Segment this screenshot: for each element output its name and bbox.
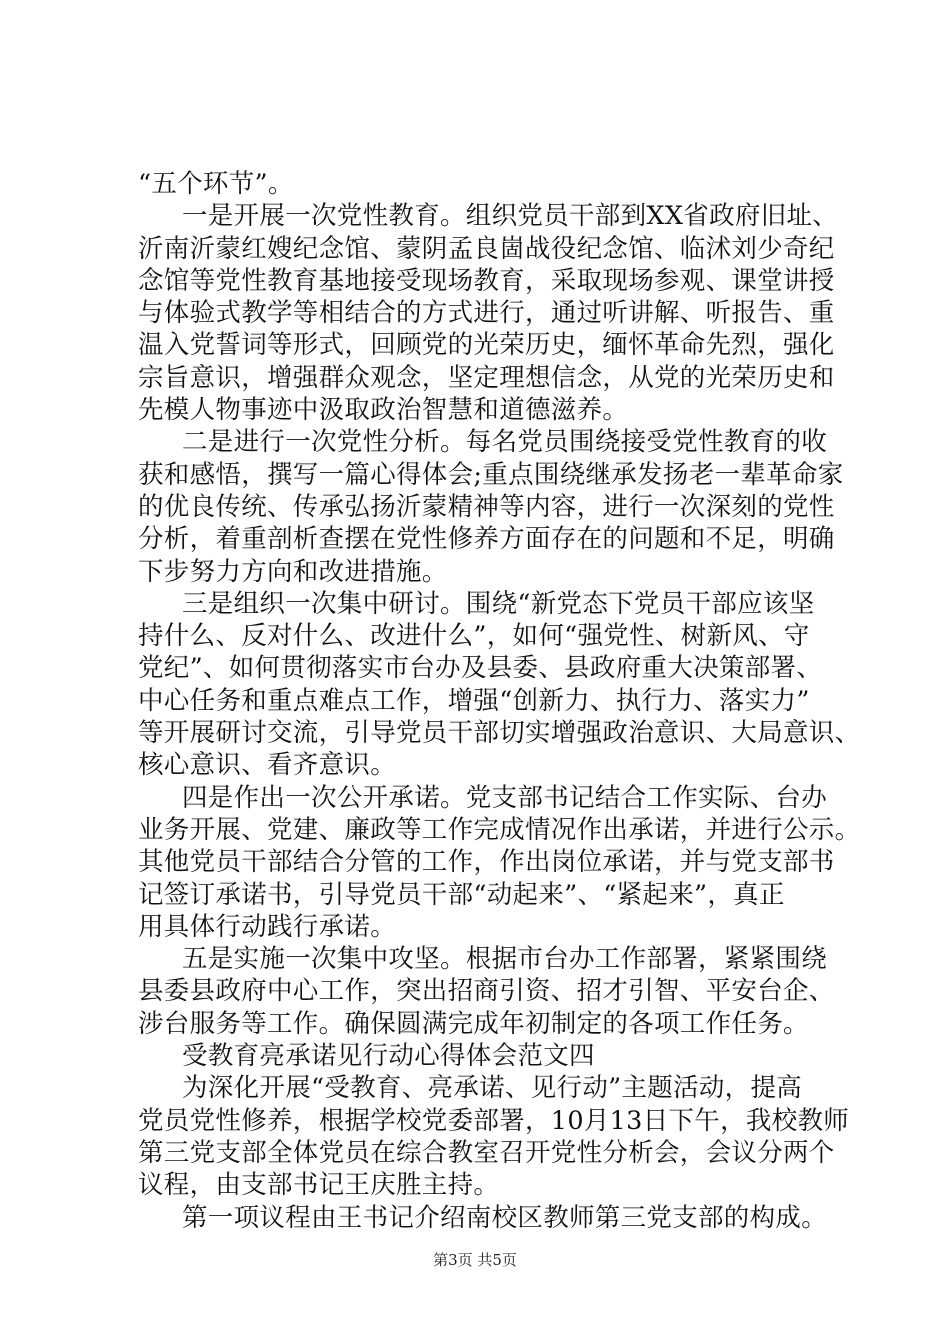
text-line: 用具体行动践行承诺。 bbox=[138, 911, 397, 942]
text-line: 持什么、反对什么、改进什么”，如何“强党性、树新风、守 bbox=[138, 621, 810, 652]
text-line: 党员党性修养，根据学校党委部署，10月13日下午，我校教师 bbox=[138, 1105, 850, 1136]
text-line: 第一项议程由王书记介绍南校区教师第三党支部的构成。 bbox=[182, 1202, 828, 1233]
document-body bbox=[138, 168, 861, 1234]
text-line: 先模人物事迹中汲取政治智慧和道德滋养。 bbox=[138, 395, 629, 426]
text-line: 为深化开展“受教育、亮承诺、见行动”主题活动，提高 bbox=[182, 1073, 803, 1104]
text-line: 温入党誓词等形式，回顾党的光荣历史，缅怀革命先烈，强化 bbox=[138, 330, 835, 361]
text-line: 中心任务和重点难点工作，增强“创新力、执行力、落实力” bbox=[138, 685, 810, 716]
text-line: 业务开展、党建、廉政等工作完成情况作出承诺，并进行公示。 bbox=[138, 814, 861, 845]
text-line: 沂南沂蒙红嫂纪念馆、蒙阴孟良崮战役纪念馆、临沭刘少奇纪 bbox=[138, 233, 835, 264]
text-line: 党纪”、如何贯彻落实市台办及县委、县政府重大决策部署、 bbox=[138, 653, 823, 684]
text-line: 等开展研讨交流，引导党员干部切实增强政治意识、大局意识、 bbox=[138, 718, 861, 749]
text-line: 的优良传统、传承弘扬沂蒙精神等内容，进行一次深刻的党性 bbox=[138, 491, 835, 522]
text-line: 五是实施一次集中攻坚。根据市台办工作部署，紧紧围绕 bbox=[182, 944, 828, 975]
text-line: 念馆等党性教育基地接受现场教育，采取现场参观、课堂讲授 bbox=[138, 265, 835, 296]
section-heading: 受教育亮承诺见行动心得体会范文四 bbox=[182, 1041, 595, 1072]
text-line: 四是作出一次公开承诺。党支部书记结合工作实际、台办 bbox=[182, 782, 828, 813]
page-number-footer: 第3页 共5页 bbox=[433, 1251, 517, 1269]
text-line: 与体验式教学等相结合的方式进行，通过听讲解、听报告、重 bbox=[138, 298, 835, 329]
text-line: 涉台服务等工作。确保圆满完成年初制定的各项工作任务。 bbox=[138, 1008, 809, 1039]
text-line: 记签订承诺书，引导党员干部“动起来”、“紧起来”，真正 bbox=[138, 879, 785, 910]
text-line: “五个环节”。 bbox=[138, 169, 294, 199]
text-line: 宗旨意识，增强群众观念，坚定理想信念，从党的光荣历史和 bbox=[138, 362, 835, 393]
text-line: 分析，着重剖析查摆在党性修养方面存在的问题和不足，明确 bbox=[138, 524, 835, 555]
text-line: 其他党员干部结合分管的工作，作出岗位承诺，并与党支部书 bbox=[138, 847, 835, 878]
text-line: 一是开展一次党性教育。组织党员干部到XX省政府旧址、 bbox=[182, 201, 839, 232]
text-line: 获和感悟，撰写一篇心得体会;重点围绕继承发扬老一辈革命家 bbox=[138, 459, 844, 490]
text-line: 二是进行一次党性分析。每名党员围绕接受党性教育的收 bbox=[182, 427, 828, 458]
text-line: 三是组织一次集中研讨。围绕“新党态下党员干部应该坚 bbox=[182, 588, 815, 619]
text-line: 县委县政府中心工作，突出招商引资、招才引智、平安台企、 bbox=[138, 976, 835, 1007]
text-line: 第三党支部全体党员在综合教室召开党性分析会，会议分两个 bbox=[138, 1137, 835, 1168]
text-line: 核心意识、看齐意识。 bbox=[138, 750, 397, 781]
text-line: 下步努力方向和改进措施。 bbox=[138, 556, 448, 587]
text-line: 议程，由支部书记王庆胜主持。 bbox=[138, 1170, 500, 1201]
